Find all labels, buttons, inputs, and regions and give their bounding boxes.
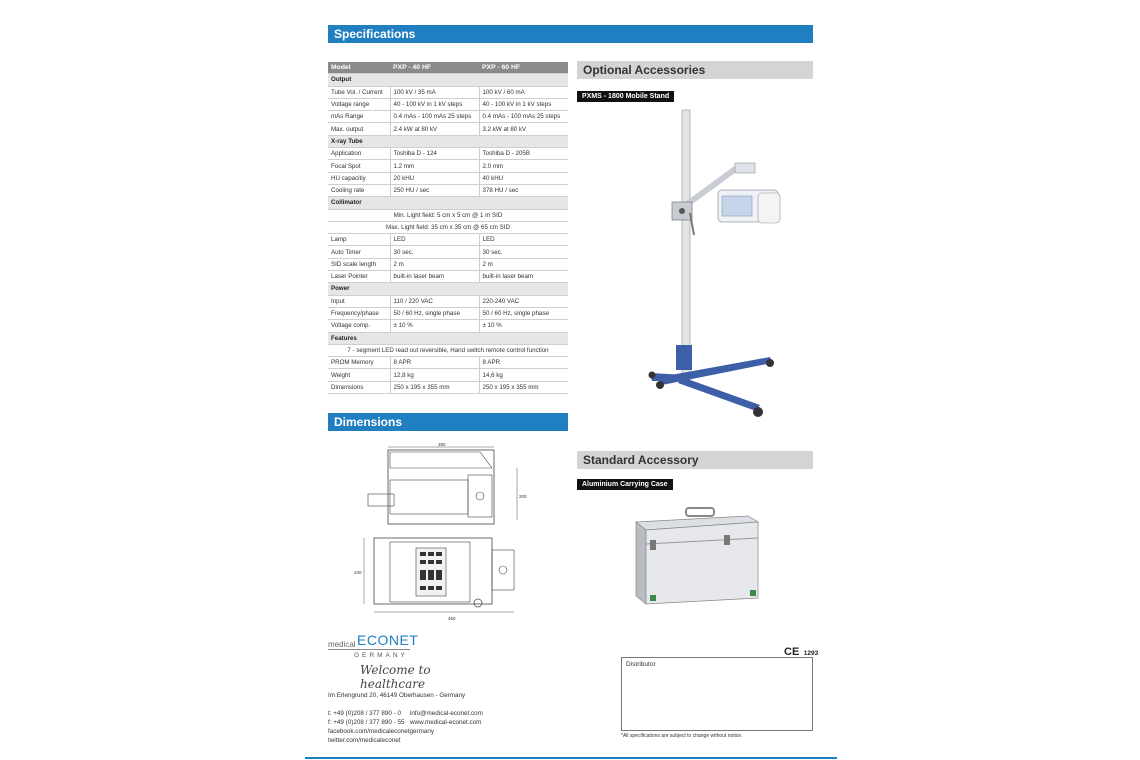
spec-cell: 100 kV / 60 mA: [479, 86, 568, 98]
dim-front-width: 460: [448, 616, 456, 621]
spec-header-cell: PXP - 60 HF: [479, 62, 568, 74]
spec-cell: 20 kHU: [390, 172, 479, 184]
dimensions-heading: Dimensions: [328, 413, 568, 431]
spec-row: [328, 160, 568, 172]
spec-cell: Input: [328, 295, 390, 307]
spec-cell: Voltage comp.: [328, 320, 390, 332]
spec-cell: Max. Light field: 35 cm x 35 cm @ 65 cm SID: [328, 221, 568, 233]
email-link[interactable]: info@medical-econet.com: [410, 710, 483, 717]
spec-cell: LED: [479, 234, 568, 246]
spec-header-row: [328, 62, 568, 74]
spec-cell: Application: [328, 148, 390, 160]
spec-row: [328, 369, 568, 381]
carrying-case-image: [628, 500, 763, 610]
spec-cell: Output: [328, 74, 568, 86]
dimensions-drawing: [354, 440, 530, 625]
spec-cell: Cooling rate: [328, 184, 390, 196]
spec-header-cell: Model: [328, 62, 390, 74]
spec-cell: 100 kV / 35 mA: [390, 86, 479, 98]
spec-cell: 220-240 VAC: [479, 295, 568, 307]
mobile-stand-label: PXMS - 1800 Mobile Stand: [577, 91, 674, 102]
spec-cell: 110 / 220 VAC: [390, 295, 479, 307]
dim-side-height: 200: [519, 494, 527, 499]
phone: t: +49 (0)208 / 377 890 - 0: [328, 710, 401, 717]
spec-row: [328, 381, 568, 393]
spec-cell: X-ray Tube: [328, 135, 568, 147]
spec-cell: Voltage range: [328, 98, 390, 110]
spec-cell: Toshiba D - 205B: [479, 148, 568, 160]
footer-line: [305, 757, 837, 759]
spec-row: [328, 320, 568, 332]
address: Im Erlengrund 20, 46149 Oberhausen - Germany: [328, 692, 466, 699]
spec-cell: built-in laser beam: [390, 271, 479, 283]
spec-cell: 40 - 100 kV in 1 kV steps: [390, 98, 479, 110]
distributor-label: Distributor: [626, 661, 656, 668]
spec-cell: Power: [328, 283, 568, 295]
spec-cell: Auto Timer: [328, 246, 390, 258]
spec-cell: SID scale length: [328, 258, 390, 270]
logo-prefix: medical: [328, 640, 356, 649]
spec-row: [328, 271, 568, 283]
spec-cell: 30 sec.: [390, 246, 479, 258]
optional-accessories-heading: Optional Accessories: [577, 61, 813, 79]
spec-full-row: [328, 221, 568, 233]
spec-cell: 50 / 60 Hz, single phase: [479, 307, 568, 319]
spec-cell: 8 APR: [390, 357, 479, 369]
spec-section-row: [328, 74, 568, 86]
spec-cell: 40 - 100 kV in 1 kV steps: [479, 98, 568, 110]
spec-cell: 3.2 kW at 80 kV: [479, 123, 568, 135]
spec-section-row: [328, 283, 568, 295]
ce-number: 1293: [803, 650, 819, 657]
spec-cell: ± 10 %: [479, 320, 568, 332]
fax: f: +49 (0)208 / 377 890 - 55: [328, 719, 405, 726]
distributor-box: [621, 657, 813, 731]
dim-front-height: 230: [354, 570, 362, 575]
spec-cell: 12,8 kg: [390, 369, 479, 381]
spec-cell: 50 / 60 Hz, single phase: [390, 307, 479, 319]
spec-cell: Frequency/phase: [328, 307, 390, 319]
spec-row: [328, 111, 568, 123]
ce-logo: CE: [784, 646, 800, 658]
spec-cell: 250 x 195 x 355 mm: [390, 381, 479, 393]
spec-cell: 8 APR: [479, 357, 568, 369]
spec-cell: 378 HU / sec: [479, 184, 568, 196]
logo-sub: GERMANY: [354, 652, 408, 659]
spec-row: [328, 258, 568, 270]
spec-row: [328, 234, 568, 246]
spec-row: [328, 123, 568, 135]
logo-main: ECONET: [357, 632, 419, 648]
spec-cell: built-in laser beam: [479, 271, 568, 283]
spec-cell: Laser Pointer: [328, 271, 390, 283]
spec-cell: PROM Memory: [328, 357, 390, 369]
spec-cell: Dimensions: [328, 381, 390, 393]
spec-row: [328, 148, 568, 160]
spec-cell: LED: [390, 234, 479, 246]
spec-cell: 250 x 195 x 355 mm: [479, 381, 568, 393]
spec-full-row: [328, 344, 568, 356]
spec-row: [328, 86, 568, 98]
spec-header-cell: PXP - 40 HF: [390, 62, 479, 74]
dim-top-width: 390: [438, 442, 446, 447]
tagline: Welcome to healthcare: [360, 663, 431, 691]
spec-section-row: [328, 197, 568, 209]
spec-cell: 0.4 mAs - 100 mAs 25 steps: [479, 111, 568, 123]
disclaimer: *All specifications are subject to change without notice.: [621, 733, 743, 739]
spec-cell: HU capacitiy: [328, 172, 390, 184]
spec-cell: 2.4 kW at 80 kV: [390, 123, 479, 135]
spec-cell: 7 - segment LED read out reversible, Hand switch remote control function: [328, 344, 568, 356]
website-link[interactable]: www.medical-econet.com: [410, 719, 482, 726]
spec-cell: 250 HU / sec: [390, 184, 479, 196]
spec-cell: Features: [328, 332, 568, 344]
spec-cell: 1.2 mm: [390, 160, 479, 172]
spec-cell: 40 kHU: [479, 172, 568, 184]
spec-cell: 0.4 mAs - 100 mAs 25 steps: [390, 111, 479, 123]
spec-cell: Weight: [328, 369, 390, 381]
spec-cell: 2 m: [390, 258, 479, 270]
spec-cell: Toshiba D - 124: [390, 148, 479, 160]
spec-cell: Focal Spot: [328, 160, 390, 172]
spec-row: [328, 246, 568, 258]
spec-cell: Tube Vol. / Current: [328, 86, 390, 98]
spec-row: [328, 357, 568, 369]
specifications-heading: Specifications: [328, 25, 813, 43]
spec-cell: 2.0 mm: [479, 160, 568, 172]
twitter-link[interactable]: twitter.com/medicaleconet: [328, 737, 401, 744]
spec-section-row: [328, 135, 568, 147]
spec-row: [328, 184, 568, 196]
spec-cell: 14,6 kg: [479, 369, 568, 381]
spec-cell: Collimator: [328, 197, 568, 209]
spec-full-row: [328, 209, 568, 221]
mobile-stand-image: [620, 105, 790, 425]
spec-row: [328, 98, 568, 110]
spec-cell: 30 sec.: [479, 246, 568, 258]
spec-cell: mAs Range: [328, 111, 390, 123]
facebook-link[interactable]: facebook.com/medicaleconetgermany: [328, 728, 435, 735]
spec-row: [328, 307, 568, 319]
standard-accessory-heading: Standard Accessory: [577, 451, 813, 469]
spec-cell: ± 10 %: [390, 320, 479, 332]
spec-row: [328, 295, 568, 307]
company-logo: [328, 632, 488, 691]
spec-cell: Lamp: [328, 234, 390, 246]
spec-section-row: [328, 332, 568, 344]
spec-cell: Min. Light field: 5 cm x 5 cm @ 1 m SID: [328, 209, 568, 221]
carrying-case-label: Aluminium Carrying Case: [577, 479, 673, 490]
spec-row: [328, 172, 568, 184]
specifications-table: [328, 62, 568, 394]
spec-cell: 2 m: [479, 258, 568, 270]
spec-cell: Max. output: [328, 123, 390, 135]
